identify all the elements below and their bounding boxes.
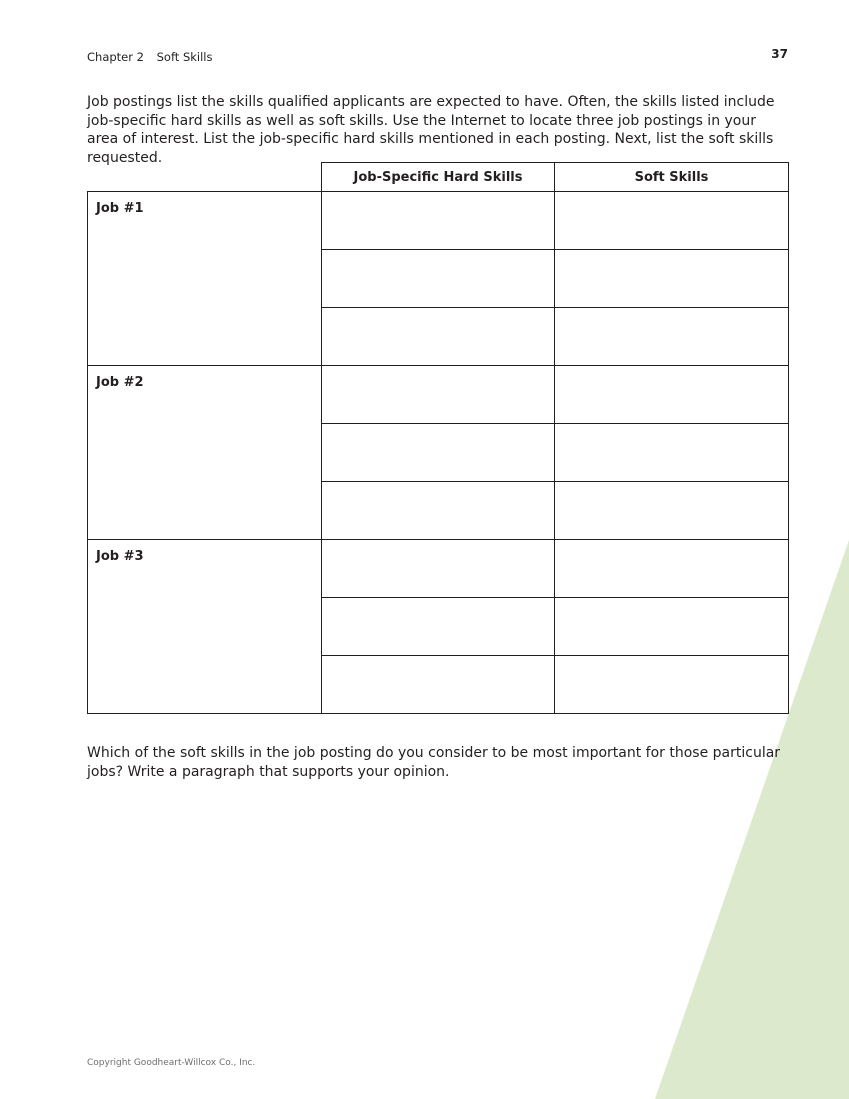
job-1-soft-skill-cell-3[interactable] [555, 308, 789, 366]
job-2-soft-skill-cell-1[interactable] [555, 366, 789, 424]
chapter-label: Chapter 2 [87, 50, 144, 64]
job-2-label: Job #2 [88, 366, 322, 540]
skills-worksheet-table [87, 162, 789, 714]
job-1-label: Job #1 [88, 192, 322, 366]
job-2-hard-skill-cell-3[interactable] [322, 482, 555, 540]
job-1-hard-skill-cell-2[interactable] [322, 250, 555, 308]
job-3-soft-skill-cell-1[interactable] [555, 540, 789, 598]
table-row [88, 192, 789, 250]
job-3-hard-skill-cell-1[interactable] [322, 540, 555, 598]
table-row [88, 366, 789, 424]
column-header-hard-skills: Job-Specific Hard Skills [322, 163, 555, 192]
question-paragraph: Which of the soft skills in the job posting do you consider to be most important for those particular jobs? Write a paragraph that supports your opinion. [87, 745, 781, 780]
job-1-soft-skill-cell-2[interactable] [555, 250, 789, 308]
section-label: Soft Skills [156, 50, 213, 64]
job-2-hard-skill-cell-1[interactable] [322, 366, 555, 424]
job-3-soft-skill-cell-3[interactable] [555, 656, 789, 714]
job-3-hard-skill-cell-2[interactable] [322, 598, 555, 656]
table-header-row [88, 163, 789, 192]
column-header-soft-skills: Soft Skills [555, 163, 789, 192]
blank-corner-cell [88, 163, 322, 192]
job-2-soft-skill-cell-2[interactable] [555, 424, 789, 482]
job-1-hard-skill-cell-3[interactable] [322, 308, 555, 366]
job-3-hard-skill-cell-3[interactable] [322, 656, 555, 714]
job-1-soft-skill-cell-1[interactable] [555, 192, 789, 250]
instructions-paragraph: Job postings list the skills qualified applicants are expected to have. Often, the skills listed include job-specific hard skills as well as soft skills. Use the Internet to locate three job postings in your area of interest. List the job-specific hard skills mentioned in each posting. Next, list the soft skills requested. [87, 94, 775, 166]
job-2-hard-skill-cell-2[interactable] [322, 424, 555, 482]
job-3-label: Job #3 [88, 540, 322, 714]
job-1-hard-skill-cell-1[interactable] [322, 192, 555, 250]
copyright-notice: Copyright Goodheart-Willcox Co., Inc. [87, 1058, 256, 1068]
running-header [87, 50, 213, 64]
job-3-soft-skill-cell-2[interactable] [555, 598, 789, 656]
table-row [88, 540, 789, 598]
page-number: 37 [771, 47, 788, 61]
job-2-soft-skill-cell-3[interactable] [555, 482, 789, 540]
